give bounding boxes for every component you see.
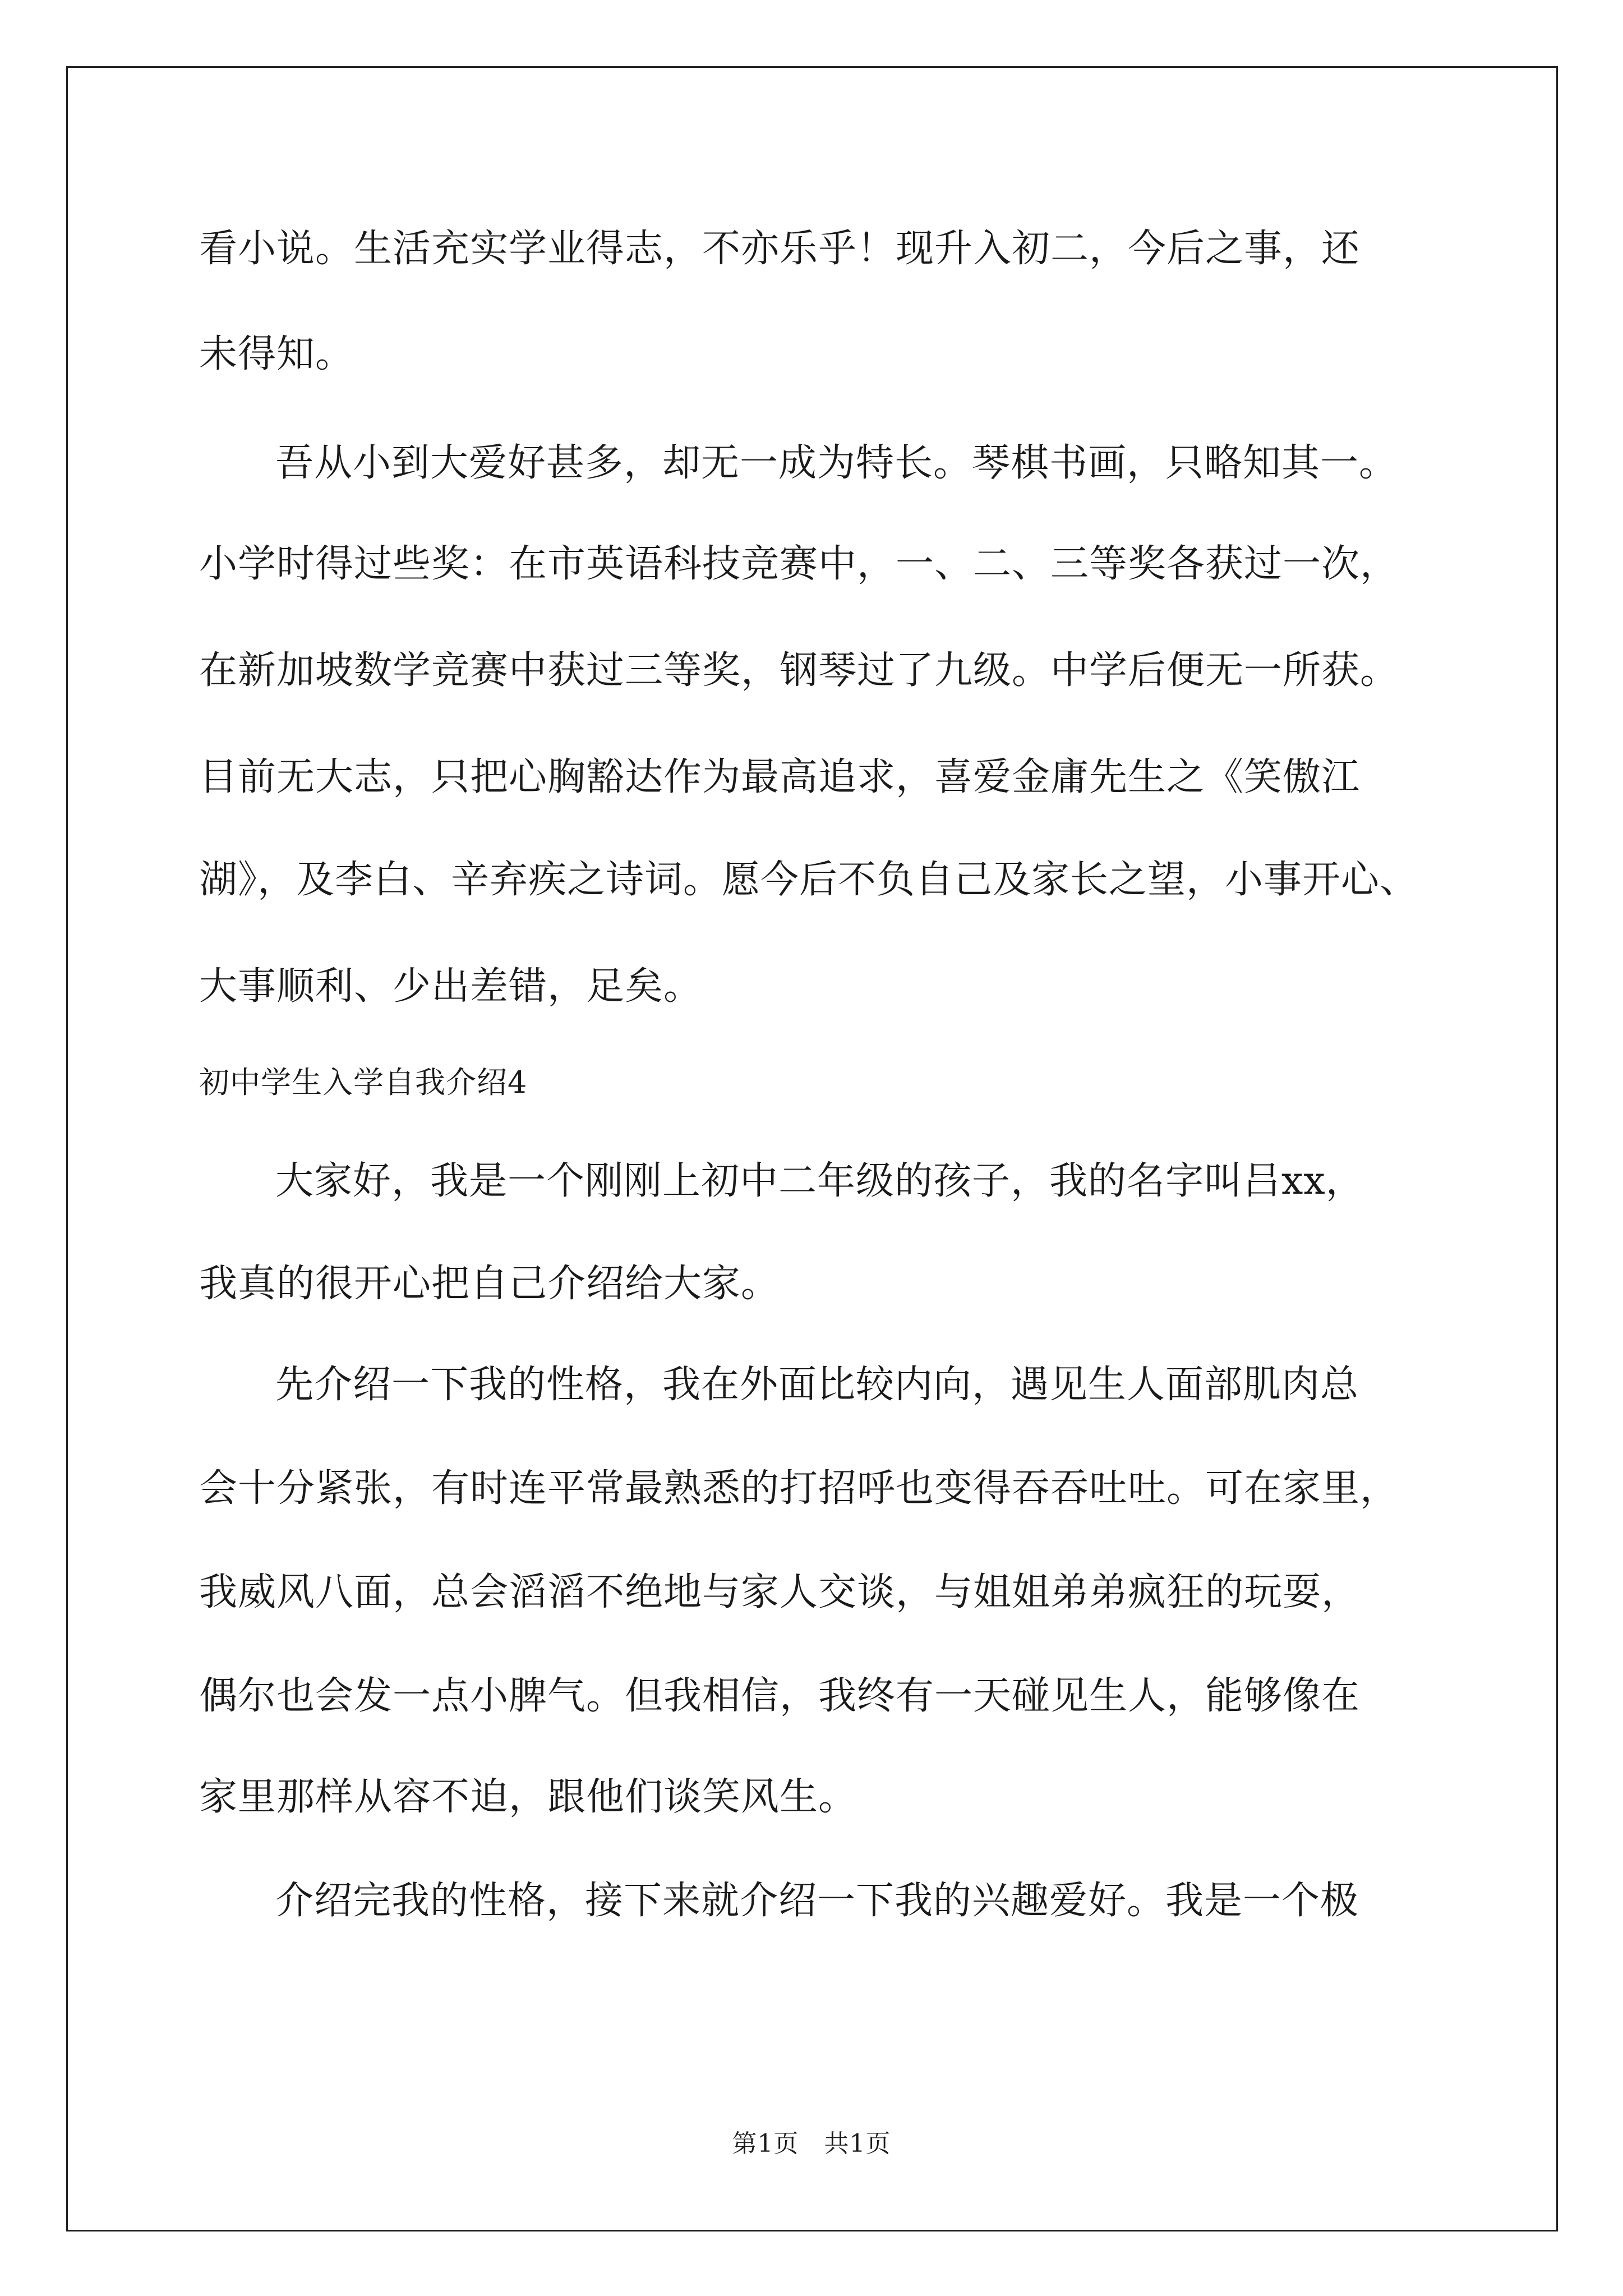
- section-heading: 初中学生入学自我介绍4: [199, 1065, 528, 1100]
- body-line: 未得知。: [199, 332, 354, 376]
- body-line: 目前无大志，只把心胸豁达作为最高追求，喜爱金庸先生之《笑傲江: [199, 755, 1361, 799]
- body-line: 家里那样从容不迫，跟他们谈笑风生。: [199, 1775, 857, 1819]
- body-line: 看小说。生活充实学业得志，不亦乐乎！现升入初二，今后之事，还: [199, 227, 1361, 271]
- body-line: 介绍完我的性格，接下来就介绍一下我的兴趣爱好。我是一个极: [275, 1879, 1359, 1923]
- page-footer: 第1页 共1页: [732, 2129, 891, 2158]
- body-line: 大事顺利、少出差错，足矣。: [199, 964, 703, 1009]
- body-line: 湖》，及李白、辛弃疾之诗词。愿今后不负自己及家长之望，小事开心、: [199, 858, 1419, 902]
- body-line: 大家好，我是一个刚刚上初中二年级的孩子，我的名字叫吕xx，: [275, 1159, 1364, 1203]
- body-line: 先介绍一下我的性格，我在外面比较内向，遇见生人面部肌肉总: [275, 1363, 1359, 1407]
- body-line: 我真的很开心把自己介绍给大家。: [199, 1262, 780, 1306]
- body-line: 会十分紧张，有时连平常最熟悉的打招呼也变得吞吞吐吐。可在家里，: [199, 1466, 1399, 1511]
- body-line: 偶尔也会发一点小脾气。但我相信，我终有一天碰见生人，能够像在: [199, 1674, 1361, 1718]
- body-line: 吾从小到大爱好甚多，却无一成为特长。琴棋书画，只略知其一。: [275, 441, 1398, 485]
- body-line: 我威风八面，总会滔滔不绝地与家人交谈，与姐姐弟弟疯狂的玩耍，: [199, 1570, 1361, 1614]
- body-line: 在新加坡数学竞赛中获过三等奖，钢琴过了九级。中学后便无一所获。: [199, 648, 1399, 693]
- body-line: 小学时得过些奖：在市英语科技竞赛中，一、二、三等奖各获过一次，: [199, 542, 1399, 586]
